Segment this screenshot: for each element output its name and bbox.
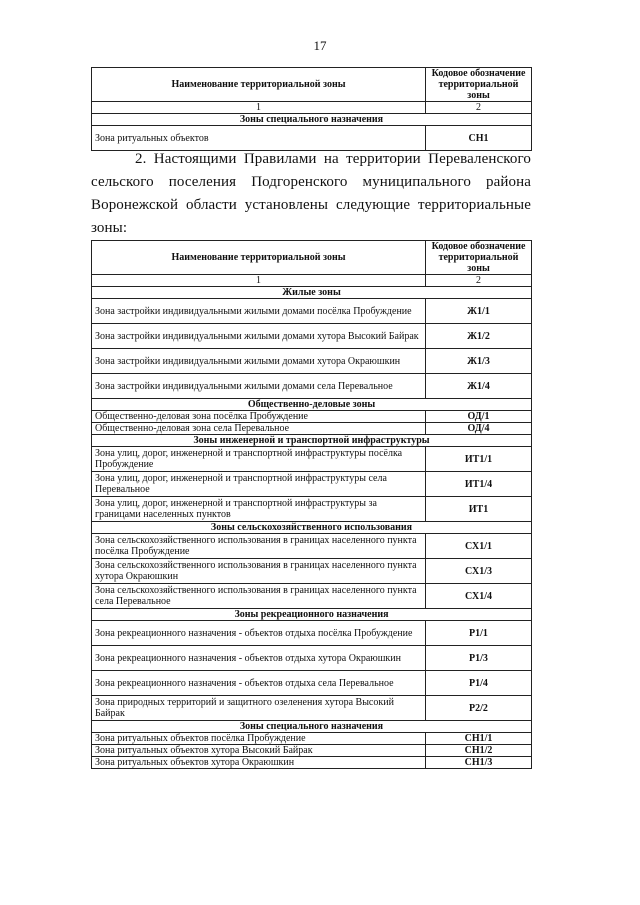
zone-name-cell: Зона застройки индивидуальными жилыми домами села Перевальное xyxy=(92,374,426,399)
zone-name-cell: Зона ритуальных объектов хутора Окраюшкин xyxy=(92,757,426,769)
table-row xyxy=(92,423,532,435)
zones-table-1 xyxy=(91,67,532,151)
zone-code-cell: ОД/1 xyxy=(426,411,532,423)
zone-code-cell: Ж1/2 xyxy=(426,324,532,349)
zone-name-cell: Зона ритуальных объектов хутора Высокий Байрак xyxy=(92,745,426,757)
zone-name-cell: Зона улиц, дорог, инженерной и транспортной инфраструктуры за границами населенных пунктов xyxy=(92,497,426,522)
section-row xyxy=(92,721,532,733)
table-row xyxy=(92,126,532,151)
zone-name-cell: Общественно-деловая зона посёлка Пробуждение xyxy=(92,411,426,423)
table-row xyxy=(92,559,532,584)
section-row xyxy=(92,287,532,299)
zone-code-cell: СХ1/4 xyxy=(426,584,532,609)
table-row xyxy=(92,447,532,472)
body-paragraph: 2. Настоящими Правилами на территории Переваленского сельского поселения Подгоренского муниципального района Воронежской области установлены следующие территориальные зоны: xyxy=(91,151,531,236)
table-row xyxy=(92,671,532,696)
header-zone-code: Кодовое обозначение территориальной зоны xyxy=(426,68,532,102)
zone-code-cell: Р1/3 xyxy=(426,646,532,671)
zone-name-cell: Зона рекреационного назначения - объектов отдыха хутора Окраюшкин xyxy=(92,646,426,671)
zone-code-cell: Р1/4 xyxy=(426,671,532,696)
zone-code-cell: Р1/1 xyxy=(426,621,532,646)
zone-code-cell: Ж1/4 xyxy=(426,374,532,399)
table-row xyxy=(92,374,532,399)
section-title: Жилые зоны xyxy=(92,287,532,299)
zone-code-cell: СН1 xyxy=(426,126,532,151)
table-row xyxy=(92,497,532,522)
section-title: Зоны инженерной и транспортной инфраструктуры xyxy=(92,435,532,447)
table-row xyxy=(92,745,532,757)
section-row xyxy=(92,522,532,534)
zone-code-cell: Р2/2 xyxy=(426,696,532,721)
zone-name-cell: Зона сельскохозяйственного использования в границах населенного пункта села Перевальное xyxy=(92,584,426,609)
zone-code-cell: СХ1/1 xyxy=(426,534,532,559)
section-title: Зоны сельскохозяйственного использования xyxy=(92,522,532,534)
zone-code-cell: СН1/3 xyxy=(426,757,532,769)
header-zone-code: Кодовое обозначение территориальной зоны xyxy=(426,241,532,275)
zone-code-cell: СН1/1 xyxy=(426,733,532,745)
zone-name-cell: Зона улиц, дорог, инженерной и транспортной инфраструктуры посёлка Пробуждение xyxy=(92,447,426,472)
section-row xyxy=(92,435,532,447)
zone-name-cell: Зона улиц, дорог, инженерной и транспортной инфраструктуры села Перевальное xyxy=(92,472,426,497)
table-row xyxy=(92,472,532,497)
zones-table-1-body xyxy=(92,114,532,151)
zone-name-cell: Зона застройки индивидуальными жилыми домами посёлка Пробуждение xyxy=(92,299,426,324)
zone-name-cell: Общественно-деловая зона села Перевальное xyxy=(92,423,426,435)
section-row xyxy=(92,609,532,621)
zone-code-cell: ОД/4 xyxy=(426,423,532,435)
zones-table-2 xyxy=(91,240,532,769)
zone-name-cell: Зона застройки индивидуальными жилыми домами хутора Окраюшкин xyxy=(92,349,426,374)
section-row xyxy=(92,399,532,411)
table-row xyxy=(92,757,532,769)
table-row xyxy=(92,621,532,646)
header-zone-name: Наименование территориальной зоны xyxy=(92,241,426,275)
zone-name-cell: Зона сельскохозяйственного использования в границах населенного пункта хутора Окраюшкин xyxy=(92,559,426,584)
zone-code-cell: Ж1/3 xyxy=(426,349,532,374)
header-zone-name: Наименование территориальной зоны xyxy=(92,68,426,102)
zone-code-cell: ИТ1/1 xyxy=(426,447,532,472)
section-title: Зоны рекреационного назначения xyxy=(92,609,532,621)
zone-code-cell: СХ1/3 xyxy=(426,559,532,584)
table-row xyxy=(92,324,532,349)
zone-code-cell: СН1/2 xyxy=(426,745,532,757)
table-row xyxy=(92,411,532,423)
zone-code-cell: ИТ1 xyxy=(426,497,532,522)
table-row xyxy=(92,733,532,745)
table-row xyxy=(92,349,532,374)
zone-code-cell: ИТ1/4 xyxy=(426,472,532,497)
zone-name-cell: Зона ритуальных объектов xyxy=(92,126,426,151)
table-row xyxy=(92,534,532,559)
page-number: 17 xyxy=(313,38,327,53)
section-title: Зоны специального назначения xyxy=(92,721,532,733)
column-number-2: 2 xyxy=(426,275,532,287)
section-title: Общественно-деловые зоны xyxy=(92,399,532,411)
zones-table-2-body xyxy=(92,287,532,769)
table-row xyxy=(92,299,532,324)
table-row xyxy=(92,696,532,721)
table-row xyxy=(92,584,532,609)
zone-code-cell: Ж1/1 xyxy=(426,299,532,324)
zone-name-cell: Зона сельскохозяйственного использования в границах населенного пункта посёлка Пробуждение xyxy=(92,534,426,559)
zone-name-cell: Зона рекреационного назначения - объектов отдыха села Перевальное xyxy=(92,671,426,696)
table-row xyxy=(92,646,532,671)
zone-name-cell: Зона рекреационного назначения - объектов отдыха посёлка Пробуждение xyxy=(92,621,426,646)
zone-name-cell: Зона застройки индивидуальными жилыми домами хутора Высокий Байрак xyxy=(92,324,426,349)
section-row xyxy=(92,114,532,126)
section-title: Зоны специального назначения xyxy=(92,114,532,126)
column-number-1: 1 xyxy=(92,102,426,114)
zone-name-cell: Зона ритуальных объектов посёлка Пробуждение xyxy=(92,733,426,745)
zone-name-cell: Зона природных территорий и защитного озеленения хутора Высокий Байрак xyxy=(92,696,426,721)
column-number-2: 2 xyxy=(426,102,532,114)
column-number-1: 1 xyxy=(92,275,426,287)
